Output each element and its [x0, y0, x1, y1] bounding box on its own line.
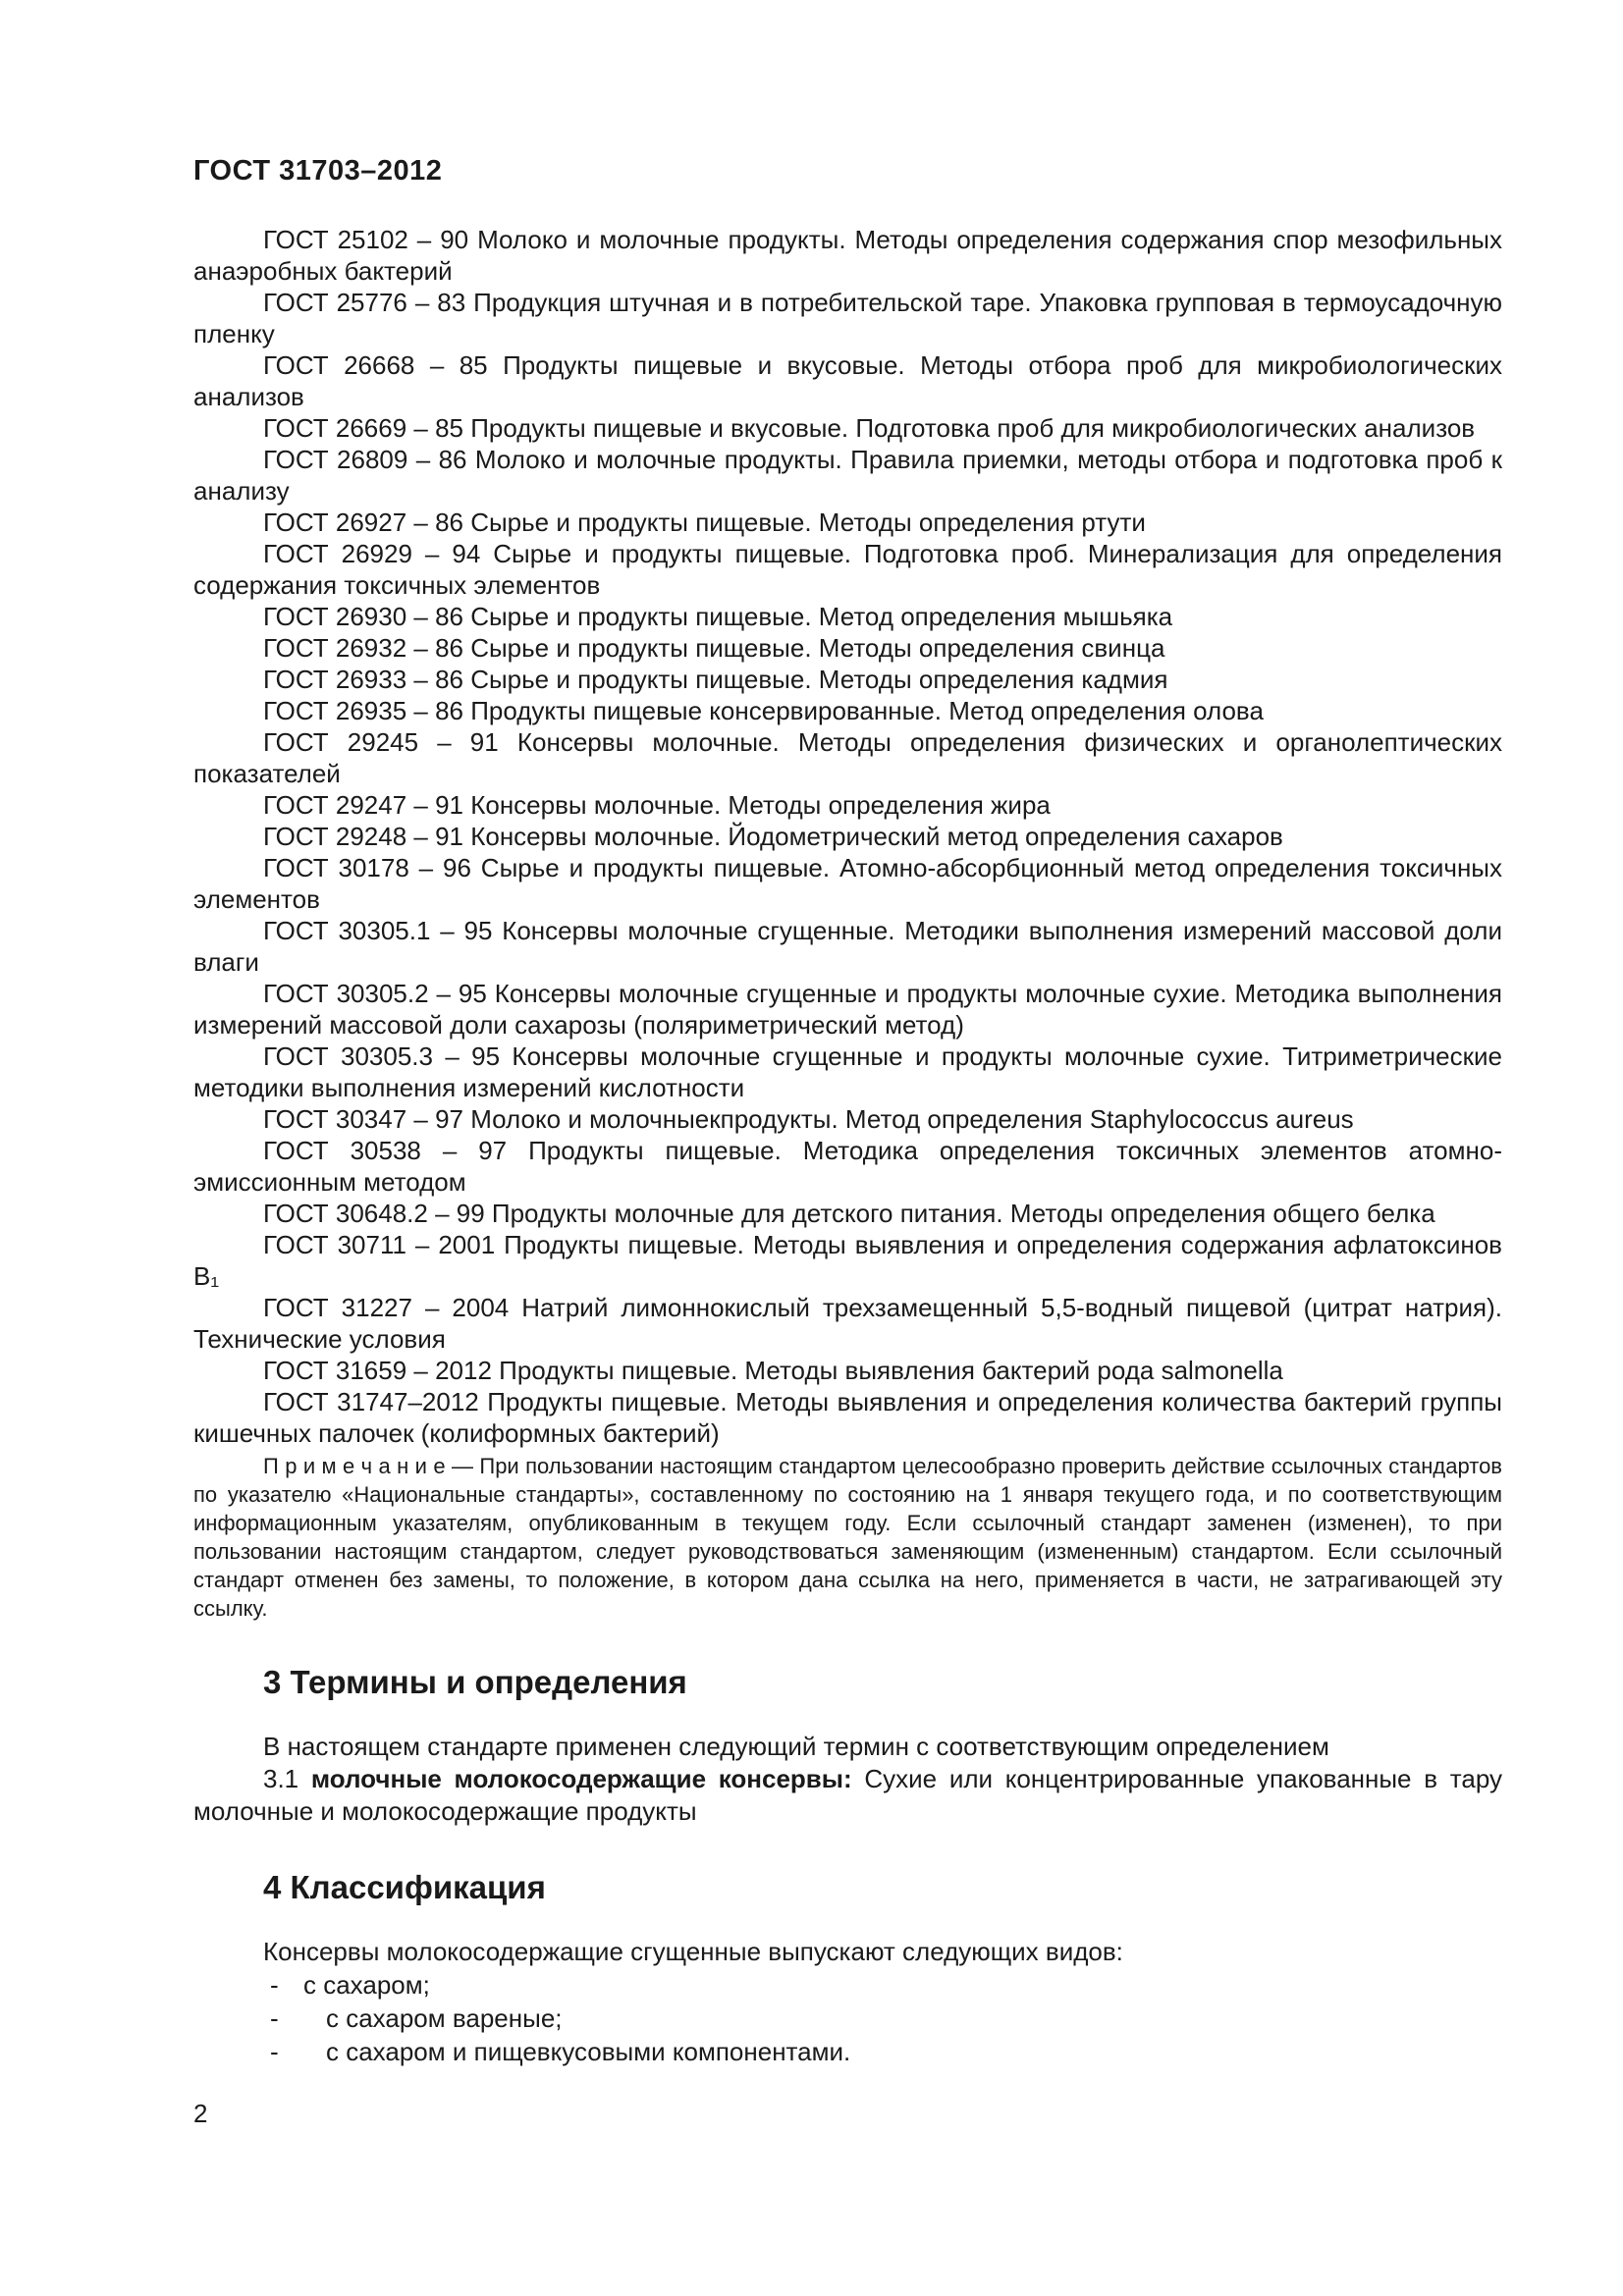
reference-item: ГОСТ 26669 – 85 Продукты пищевые и вкусовые. Подготовка проб для микробиологических анализов: [263, 413, 1476, 443]
reference-item: ГОСТ 30178 – 96 Сырье и продукты пищевые. Атомно-абсорбционный метод определения токсичных элементов: [193, 853, 1502, 914]
reference-item: ГОСТ 26809 – 86 Молоко и молочные продукты. Правила приемки, методы отбора и подготовка проб к анализу: [193, 445, 1502, 506]
reference-item: ГОСТ 30711 – 2001 Продукты пищевые. Методы выявления и определения содержания афлатоксинов В₁: [193, 1230, 1502, 1291]
reference-item: ГОСТ 30305.1 – 95 Консервы молочные сгущенные. Методики выполнения измерений массовой доли влаги: [193, 916, 1502, 977]
list-item: [193, 2002, 1502, 2035]
reference-item: ГОСТ 30305.2 – 95 Консервы молочные сгущенные и продукты молочные сухие. Методика выполнения измерений массовой доли сахарозы (поляриметрический метод): [193, 979, 1502, 1040]
page-header: ГОСТ 31703–2012: [193, 155, 443, 187]
terms-intro: В настоящем стандарте применен следующий термин с соответствующим определением: [263, 1732, 1329, 1761]
term-definition: [193, 1763, 1502, 1828]
references-list: [193, 224, 1502, 1449]
list-item-text: с сахаром;: [303, 1970, 430, 2000]
section-3-heading: 3 Термины и определения: [263, 1664, 687, 1700]
reference-item: ГОСТ 29245 – 91 Консервы молочные. Методы определения физических и органолептических показателей: [193, 727, 1502, 788]
list-item: [193, 2035, 1502, 2068]
reference-item: ГОСТ 26930 – 86 Сырье и продукты пищевые. Метод определения мышьяка: [263, 602, 1173, 631]
term-text: Сухие или концентрированные упакованные в тару молочные и молокосодержащие продукты: [193, 1764, 1502, 1826]
reference-item: ГОСТ 30347 – 97 Молоко и молочныекпродукты. Метод определения Staphylococcus aureus: [263, 1104, 1354, 1134]
list-item-text: с сахаром и пищевкусовыми компонентами.: [326, 2037, 851, 2066]
note-paragraph: П р и м е ч а н и е — При пользовании настоящим стандартом целесообразно проверить действие ссылочных стандартов по указателю «Национальные стандарты», составленному по состоянию на 1 января текущего года, и по соответствующим информационным указателям, опубликованным в текущем году. Если ссылочный стандарт заменен (изменен), то при пользовании настоящим стандартом, следует руководствоваться заменяющим (измененным) стандартом. Если ссылочный стандарт отменен без замены, то положение, в котором дана ссылка на него, применяется в части, не затрагивающей эту ссылку.: [193, 1454, 1502, 1621]
page-number: 2: [193, 2099, 208, 2128]
reference-item: ГОСТ 26935 – 86 Продукты пищевые консервированные. Метод определения олова: [263, 696, 1264, 725]
reference-item: ГОСТ 31747–2012 Продукты пищевые. Методы выявления и определения количества бактерий группы кишечных палочек (колиформных бактерий): [193, 1387, 1502, 1448]
section-4-heading: 4 Классификация: [263, 1869, 546, 1905]
list-item: [193, 1968, 1502, 2002]
reference-item: ГОСТ 26932 – 86 Сырье и продукты пищевые. Методы определения свинца: [263, 633, 1165, 663]
reference-item: ГОСТ 29247 – 91 Консервы молочные. Методы определения жира: [263, 790, 1051, 820]
reference-item: ГОСТ 31659 – 2012 Продукты пищевые. Методы выявления бактерий рода salmonella: [263, 1356, 1283, 1385]
classification-intro: Консервы молокосодержащие сгущенные выпускают следующих видов:: [263, 1937, 1123, 1966]
dash-marker: -: [270, 1970, 279, 2000]
reference-item: ГОСТ 26668 – 85 Продукты пищевые и вкусовые. Методы отбора проб для микробиологических анализов: [193, 350, 1502, 411]
dash-marker: -: [270, 2037, 279, 2066]
term-number: 3.1: [263, 1764, 311, 1793]
reference-item: ГОСТ 31227 – 2004 Натрий лимоннокислый трехзамещенный 5,5-водный пищевой (цитрат натрия). Технические условия: [193, 1293, 1502, 1354]
reference-item: ГОСТ 29248 – 91 Консервы молочные. Йодометрический метод определения сахаров: [263, 822, 1283, 851]
reference-item: ГОСТ 30648.2 – 99 Продукты молочные для детского питания. Методы определения общего белка: [263, 1199, 1435, 1228]
reference-item: ГОСТ 25776 – 83 Продукция штучная и в потребительской таре. Упаковка групповая в термоусадочную пленку: [193, 288, 1502, 348]
dash-marker: -: [270, 2003, 279, 2033]
reference-item: ГОСТ 30305.3 – 95 Консервы молочные сгущенные и продукты молочные сухие. Титриметрические методики выполнения измерений кислотности: [193, 1041, 1502, 1102]
reference-item: ГОСТ 30538 – 97 Продукты пищевые. Методика определения токсичных элементов атомно-эмиссионным методом: [193, 1136, 1502, 1197]
reference-item: ГОСТ 25102 – 90 Молоко и молочные продукты. Методы определения содержания спор мезофильных анаэробных бактерий: [193, 225, 1502, 286]
reference-item: ГОСТ 26927 – 86 Сырье и продукты пищевые. Методы определения ртути: [263, 507, 1146, 537]
list-item-text: с сахаром вареные;: [326, 2003, 563, 2033]
reference-item: ГОСТ 26933 – 86 Сырье и продукты пищевые. Методы определения кадмия: [263, 665, 1168, 694]
reference-item: ГОСТ 26929 – 94 Сырье и продукты пищевые. Подготовка проб. Минерализация для определения содержания токсичных элементов: [193, 539, 1502, 600]
classification-list: [193, 1968, 1502, 2068]
term-name: молочные молокосодержащие консервы:: [310, 1764, 852, 1793]
